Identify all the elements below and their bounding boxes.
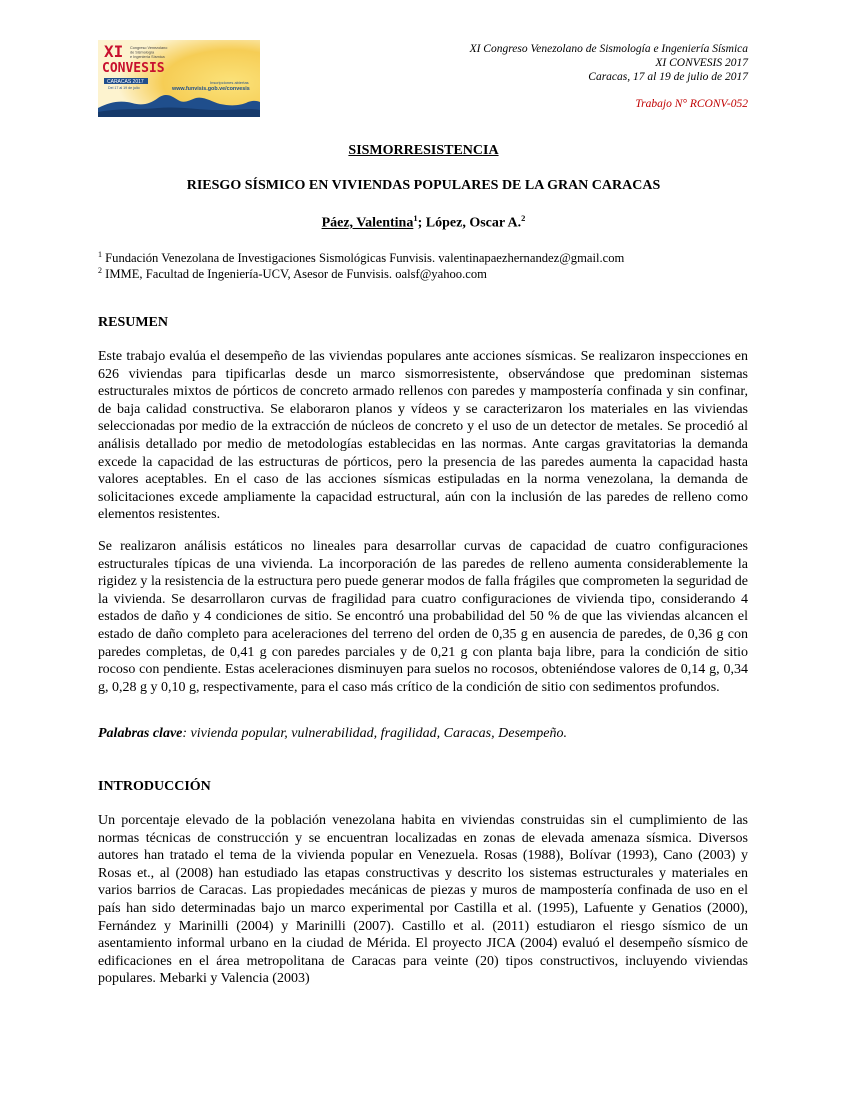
keywords-text: : vivienda popular, vulnerabilidad, fragilidad, Caracas, Desempeño.: [182, 726, 567, 741]
author-1: Páez, Valentina: [321, 215, 414, 231]
author-1-sup: 1: [413, 213, 418, 223]
running-header: [470, 42, 748, 84]
affiliation-1-num: 1: [98, 250, 102, 259]
logo-signup: Inscripciones abiertas: [210, 80, 249, 85]
author-2-sup: 2: [521, 213, 526, 223]
affiliation-2-num: 2: [98, 266, 102, 275]
logo-big: XI: [104, 42, 124, 61]
logo-line3: e Ingeniería Sísmica: [130, 55, 165, 59]
authors: [0, 213, 847, 232]
affiliation-2-text: IMME, Facultad de Ingeniería-UCV, Asesor de Funvisis. oalsf@yahoo.com: [102, 267, 487, 282]
affiliation-1-text: Fundación Venezolana de Investigaciones Sismológicas Funvisis. valentinapaezhernandez@gmail.com: [102, 251, 625, 266]
author-separator: ;: [417, 215, 426, 231]
keywords-label: Palabras clave: [98, 726, 183, 741]
paper-id: Trabajo N° RCONV-052: [635, 98, 748, 110]
keywords: [98, 726, 567, 742]
header-line2: XI CONVESIS 2017: [655, 57, 748, 69]
paper-title: RIESGO SÍSMICO EN VIVIENDAS POPULARES DE LA GRAN CARACAS: [186, 178, 661, 193]
logo-url: www.funvisis.gob.ve/convesis: [172, 86, 250, 92]
logo-dates: Del 17 al 19 de julio: [108, 86, 140, 90]
resumen-paragraph-2: Se realizaron análisis estáticos no lineales para desarrollar curvas de capacidad de cuatro configuraciones estructurales típicas de una vivienda. La incorporación de las paredes de relleno aumenta considerablemente la rigidez y la resistencia de la estructura pero puede generar modos de falla frágiles que comprometen la seguridad de la vivienda. Se desarrollaron curvas de fragilidad para cuatro configuraciones de vivienda tipo, considerando 4 estados de daño y 4 condiciones de sitio. Se encontró una probabilidad del 50 % de que las viviendas alcancen el estado de daño completo para aceleraciones del terreno del orden de 0,35 g en ausencia de paredes, de 0,36 g con paredes completas, de 0,41 g con paredes parciales y de 0,21 g con planta baja libre, para la condición de sitio rocoso con pendiente. Estas aceleraciones disminuyen para suelos no rocosos, obteniéndose valores de 0,14 g, 0,34 g, 0,28 g y 0,10 g, respectivamente, para el caso más crítico de la condición de sitio con sedimentos profundos.: [98, 539, 748, 695]
convesis-logo: [98, 40, 260, 117]
logo-city: CARACAS 2017: [107, 78, 144, 85]
logo-name: CONVESIS: [102, 61, 165, 76]
intro-paragraph-1: Un porcentaje elevado de la población venezolana habita en viviendas construidas sin el cumplimiento de las normas técnicas de construcción y se encuentran localizadas en zonas de elevada amenaza sísmica. Diversos autores han tratado el tema de la vivienda popular en Venezuela. Rosas (1988), Bolívar (1993), Cano (2003) y Rosas et., al (2008) han estudiado las etapas constructivas y descrito los sistemas estructurales y materiales en varios barrios de Caracas. Las propiedades mecánicas de piezas y muros de mampostería confinada de uso en el país han sido determinadas bajo un marco experimental por Castilla et al. (1995), Lafuente y Genatios (2000), Fernández y Marinilli (2004) y Marinilli (2007). Castillo et al. (2011) estudiaron el riesgo sísmico de un asentamiento informal urbano en la ciudad de Mérida. El proyecto JICA (2004) evaluó el desempeño sísmico de edificaciones en el área metropolitana de Caracas para veinte (20) tipos constructivos, incluyendo viviendas populares. Mebarki y Valencia (2003): [98, 813, 748, 987]
heading-introduccion: INTRODUCCIÓN: [98, 779, 211, 794]
author-2: López, Oscar A.: [425, 215, 522, 231]
logo-line2: de Sismología: [130, 50, 155, 55]
convesis-logo-graphic: [98, 40, 260, 117]
heading-resumen: RESUMEN: [98, 315, 169, 330]
affiliation-2: [98, 263, 487, 282]
logo-line1: Congreso Venezolano: [130, 46, 168, 50]
header-line1: XI Congreso Venezolano de Sismología e Ingeniería Sísmica: [469, 43, 748, 55]
header-line3: Caracas, 17 al 19 de julio de 2017: [588, 71, 748, 83]
section-title: SISMORRESISTENCIA: [348, 143, 499, 158]
resumen-paragraph-1: Este trabajo evalúa el desempeño de las viviendas populares ante acciones sísmicas. Se realizaron inspecciones en 626 viviendas para tipificarlas desde un marco sismorresistente, observándose que predominan sistemas estructurales mixtos de pórticos de concreto armado rellenos con paredes y mampostería confinada y sin confinar, de baja calidad constructiva. Se elaboraron planos y vídeos y se caracterizaron los materiales en las viviendas seleccionadas por medio de la extracción de núcleos de concreto y el uso de un detector de metales. Se procedió al análisis detallado por medio de metodologías establecidas en las normas. Ante cargas gravitatorias la demanda excede la capacidad de las estructuras de pórticos, pero la presencia de las paredes aumenta la capacidad hasta valores aceptables. En el caso de las acciones sísmicas estipuladas en la norma venezolana, la demanda de solicitaciones excede ampliamente la capacidad estructural, aún con la inclusión de las paredes de relleno como elementos resistentes.: [98, 349, 748, 523]
